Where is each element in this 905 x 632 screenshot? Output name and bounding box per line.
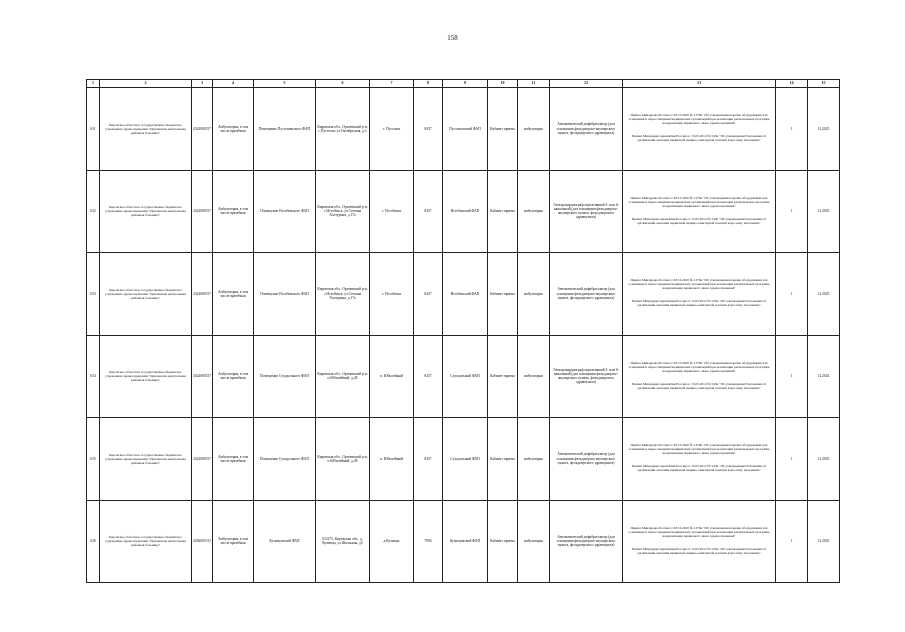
legal-basis-order-543: Приказ Минздравсоцразвития России от 15.05.2012 № 543н "Об утверждении Положения об организации оказания первичной медико-санитарной помощи взрослому населению" (631, 299, 767, 308)
inn-cell: 4324000537 (192, 170, 213, 253)
unit-type-cell: Амбулатория, в том числе врачебная (213, 170, 254, 253)
inn-cell: 4324000537 (192, 335, 213, 418)
room-cell: Кабинет приема (488, 500, 518, 583)
row-number-cell: 633 (87, 253, 100, 336)
equipment-cell: Автоматический дефибриллятор (для оснащения фельдшерско-акушерского пункта, фельдшерского здравпункта) (550, 253, 623, 336)
subdivision-cell: Пустошенский ФАП (443, 88, 488, 171)
unit-type-cell: Амбулатория, в том числе врачебная (213, 253, 254, 336)
room-cell: Кабинет приема (488, 418, 518, 501)
table-row (87, 335, 840, 418)
legal-basis-cell (623, 418, 776, 501)
legal-basis-cell (623, 253, 776, 336)
subdivision-cell: Кузнецовский ФАП (443, 500, 488, 583)
table-row (87, 170, 840, 253)
legal-basis-order-543: Приказ Минздравсоцразвития России от 15.05.2012 № 543н "Об утверждении Положения об организации оказания первичной медико-санитарной помощи взрослому населению" (631, 464, 767, 473)
legal-basis-order-1379: Приказ Минздрава России от 28.12.2020 № 1379н "Об утверждении перечня оборудования для оснащения и переоснащения медицинских организаций при реализации региональных программ модернизации первичного звена здравоохранения" (628, 113, 770, 126)
deadline-cell: 12.2025 (808, 88, 840, 171)
organization-cell: Кировское областное государственное бюджетное учреждение здравоохранения "Оричевская центральная районная больница" (100, 500, 192, 583)
header-cell: 1 (87, 80, 100, 88)
code-cell: 8437 (414, 418, 443, 501)
inn-cell: 4336001013 (192, 500, 213, 583)
row-number-cell: 634 (87, 335, 100, 418)
row-number-cell: 635 (87, 418, 100, 501)
subdivision-cell: Истобенский ФАП (443, 253, 488, 336)
organization-cell: Кировское областное государственное бюджетное учреждение здравоохранения "Оричевская центральная районная больница" (100, 170, 192, 253)
table-row (87, 88, 840, 171)
settlement-cell: с. Истобенск (370, 253, 414, 336)
address-cell: Кировская обл., Оричевский р-н, с.Пустоши, ул.Октябрьская, д.3 (316, 88, 370, 171)
room-cell: Кабинет приема (488, 88, 518, 171)
care-form-cell: амбулаторно (518, 500, 550, 583)
unit-type-cell: Амбулатория, в том числе врачебная (213, 335, 254, 418)
header-cell: 3 (192, 80, 213, 88)
room-cell: Кабинет приема (488, 335, 518, 418)
table-row (87, 418, 840, 501)
organization-cell: Кировское областное государственное бюджетное учреждение здравоохранения "Оричевская центральная районная больница" (100, 253, 192, 336)
equipment-cell: Электрокардиограф портативный 3- или 6-канальный (для оснащения фельдшерско-акушерского пункта, фельдшерского здравпункта) (550, 170, 623, 253)
settlement-cell: п. Юбилейный (370, 335, 414, 418)
header-cell: 15 (808, 80, 840, 88)
header-row (87, 80, 840, 88)
settlement-cell: с. Истобенск (370, 170, 414, 253)
deadline-cell: 12.2025 (808, 500, 840, 583)
care-form-cell: амбулаторно (518, 418, 550, 501)
care-form-cell: амбулаторно (518, 170, 550, 253)
legal-basis-order-1379: Приказ Минздрава России от 28.12.2020 № 1379н "Об утверждении перечня оборудования для оснащения и переоснащения медицинских организаций при реализации региональных программ модернизации первичного звена здравоохранения" (628, 278, 770, 291)
quantity-cell: 1 (776, 335, 808, 418)
equipment-cell: Автоматический дефибриллятор (для оснащения фельдшерско-акушерского пункта, фельдшерского здравпункта) (550, 418, 623, 501)
code-cell: 8437 (414, 170, 443, 253)
header-cell: 4 (213, 80, 254, 88)
organization-cell: Кировское областное государственное бюджетное учреждение здравоохранения "Оричевская центральная районная больница" (100, 88, 192, 171)
settlement-cell: с. Пустоши (370, 88, 414, 171)
organization-cell: Кировское областное государственное бюджетное учреждение здравоохранения "Оричевская центральная районная больница" (100, 335, 192, 418)
legal-basis-order-543: Приказ Минздравсоцразвития России от 15.05.2012 № 543н "Об утверждении Положения об организации оказания первичной медико-санитарной помощи взрослому населению" (631, 546, 767, 555)
organization-cell: Кировское областное государственное бюджетное учреждение здравоохранения "Оричевская центральная районная больница" (100, 418, 192, 501)
subdivision-cell: Истобенский ФАП (443, 170, 488, 253)
legal-basis-cell (623, 170, 776, 253)
header-cell: 9 (443, 80, 488, 88)
equipment-cell: Автоматический дефибриллятор (для оснащения фельдшерско-акушерского пункта, фельдшерского здравпункта) (550, 500, 623, 583)
settlement-cell: д.Кузнецы (370, 500, 414, 583)
legal-basis-order-543: Приказ Минздравсоцразвития России от 15.05.2012 № 543н "Об утверждении Положения об организации оказания первичной медико-санитарной помощи взрослому населению" (631, 216, 767, 225)
page-number: 158 (447, 34, 458, 42)
legal-basis-order-1379: Приказ Минздрава России от 28.12.2020 № 1379н "Об утверждении перечня оборудования для оснащения и переоснащения медицинских организаций при реализации региональных программ модернизации первичного звена здравоохранения" (628, 195, 770, 208)
header-cell: 5 (254, 80, 316, 88)
header-cell: 6 (316, 80, 370, 88)
address-cell: Кировская обл., Оричевский р-н, п.Юбилейный, д.28 (316, 335, 370, 418)
header-cell: 10 (488, 80, 518, 88)
unit-type-cell: Амбулатория, в том числе врачебная (213, 88, 254, 171)
code-cell: 8437 (414, 88, 443, 171)
header-cell: 2 (100, 80, 192, 88)
premises-cell: Помещение Суходольного ФАП (254, 418, 316, 501)
code-cell: 8437 (414, 335, 443, 418)
code-cell: 7094 (414, 500, 443, 583)
inn-cell: 4324000537 (192, 418, 213, 501)
care-form-cell: амбулаторно (518, 335, 550, 418)
deadline-cell: 12.2025 (808, 170, 840, 253)
row-number-cell: 631 (87, 88, 100, 171)
settlement-cell: п. Юбилейный (370, 418, 414, 501)
subdivision-cell: Суходольный ФАП (443, 418, 488, 501)
quantity-cell: 1 (776, 418, 808, 501)
address-cell: Кировская обл., Оричевский р-н, с.Истобенск, ул.Степана Халтурина, д.17а (316, 253, 370, 336)
table-body (87, 80, 840, 583)
premises-cell: Кузнецовский ФАП (254, 500, 316, 583)
premises-cell: Помещение Истобенского ФАП (254, 253, 316, 336)
unit-type-cell: Амбулатория, в том числе врачебная (213, 500, 254, 583)
address-cell: 612273, Кировская обл., д. Кузнецы, ул.Школьная, д3 (316, 500, 370, 583)
table-row (87, 500, 840, 583)
legal-basis-order-543: Приказ Минздравсоцразвития России от 15.05.2012 № 543н "Об утверждении Положения об организации оказания первичной медико-санитарной помощи взрослому населению" (631, 134, 767, 143)
room-cell: Кабинет приема (488, 253, 518, 336)
deadline-cell: 12.2025 (808, 418, 840, 501)
code-cell: 8437 (414, 253, 443, 336)
header-cell: 8 (414, 80, 443, 88)
address-cell: Кировская обл., Оричевский р-н, п.Юбилейный, д.28 (316, 418, 370, 501)
quantity-cell: 1 (776, 88, 808, 171)
header-cell: 11 (518, 80, 550, 88)
deadline-cell: 12.2024 (808, 335, 840, 418)
row-number-cell: 636 (87, 500, 100, 583)
inn-cell: 4324000537 (192, 253, 213, 336)
inn-cell: 4324000537 (192, 88, 213, 171)
header-cell: 7 (370, 80, 414, 88)
legal-basis-order-1379: Приказ Минздрава России от 28.12.2020 № 1379н "Об утверждении перечня оборудования для оснащения и переоснащения медицинских организаций при реализации региональных программ модернизации первичного звена здравоохранения" (628, 360, 770, 373)
quantity-cell: 1 (776, 170, 808, 253)
address-cell: Кировская обл., Оричевский р-н, с.Истобенск, ул.Степана Халтурина, д.17а (316, 170, 370, 253)
header-cell: 13 (623, 80, 776, 88)
equipment-table-container (86, 79, 839, 583)
care-form-cell: амбулаторно (518, 253, 550, 336)
equipment-cell: Электрокардиограф портативный 3- или 6-канальный (для оснащения фельдшерско-акушерского пункта, фельдшерского здравпункта) (550, 335, 623, 418)
legal-basis-cell (623, 88, 776, 171)
equipment-cell: Автоматический дефибриллятор (для оснащения фельдшерско-акушерского пункта, фельдшерского здравпункта) (550, 88, 623, 171)
deadline-cell: 12.2025 (808, 253, 840, 336)
unit-type-cell: Амбулатория, в том числе врачебная (213, 418, 254, 501)
quantity-cell: 1 (776, 500, 808, 583)
premises-cell: Помещение Истобенского ФАП (254, 170, 316, 253)
care-form-cell: амбулаторно (518, 88, 550, 171)
premises-cell: Помещение Пустошенского ФАП (254, 88, 316, 171)
legal-basis-cell (623, 500, 776, 583)
room-cell: Кабинет приема (488, 170, 518, 253)
legal-basis-cell (623, 335, 776, 418)
subdivision-cell: Суходольный ФАП (443, 335, 488, 418)
table-row (87, 253, 840, 336)
premises-cell: Помещение Суходольного ФАП (254, 335, 316, 418)
equipment-table (86, 79, 840, 583)
quantity-cell: 1 (776, 253, 808, 336)
header-cell: 14 (776, 80, 808, 88)
legal-basis-order-1379: Приказ Минздрава России от 28.12.2020 № 1379н "Об утверждении перечня оборудования для оснащения и переоснащения медицинских организаций при реализации региональных программ модернизации первичного звена здравоохранения" (628, 525, 770, 538)
header-cell: 12 (550, 80, 623, 88)
row-number-cell: 632 (87, 170, 100, 253)
legal-basis-order-543: Приказ Минздравсоцразвития России от 15.05.2012 № 543н "Об утверждении Положения об организации оказания первичной медико-санитарной помощи взрослому населению" (631, 381, 767, 390)
legal-basis-order-1379: Приказ Минздрава России от 28.12.2020 № 1379н "Об утверждении перечня оборудования для оснащения и переоснащения медицинских организаций при реализации региональных программ модернизации первичного звена здравоохранения" (628, 443, 770, 456)
